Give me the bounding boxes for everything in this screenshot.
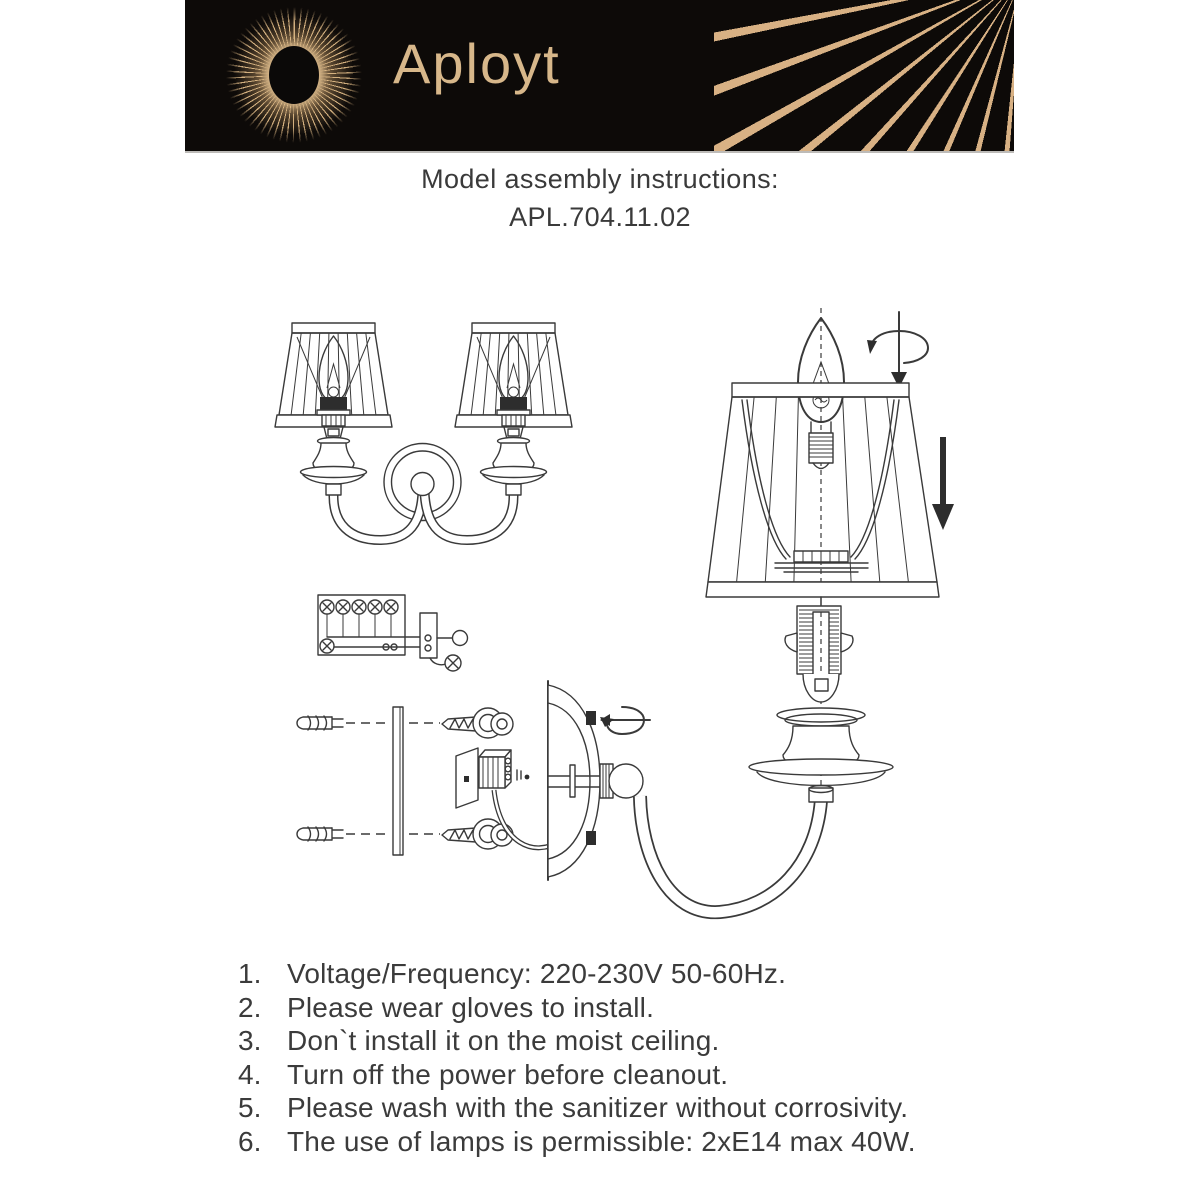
item-number: 2.: [238, 991, 262, 1023]
rotation-arrow-icon: [600, 707, 650, 734]
model-number: APL.704.11.02: [509, 202, 691, 232]
exploded-view-diagram: [640, 308, 954, 912]
wall-mounting-diagram: [297, 681, 650, 880]
instructions-title: Model assembly instructions:: [421, 164, 779, 194]
technical-drawings: [270, 300, 1000, 940]
item-text: Please wash with the sanitizer without corrosivity.: [287, 1092, 909, 1123]
sunburst-logo-icon: [223, 4, 365, 146]
item-number: 6.: [238, 1125, 262, 1157]
item-number: 1.: [238, 958, 262, 989]
item-text: Voltage/Frequency: 220-230V 50-60Hz.: [287, 958, 787, 989]
down-arrow-icon: [932, 437, 954, 530]
light-rays-icon: [714, 0, 1014, 151]
item-number: 5.: [238, 1092, 262, 1123]
instruction-list: [238, 958, 1028, 1159]
item-text: The use of lamps is permissible: 2xE14 max 40W.: [287, 1125, 916, 1157]
front-view-diagram: [275, 323, 572, 540]
item-text: Don`t install it on the moist ceiling.: [287, 1025, 720, 1056]
sunburst-center: [269, 46, 319, 104]
item-number: 3.: [238, 1025, 262, 1056]
rotation-arrow-icon: [867, 312, 928, 388]
instruction-item-5: [238, 1092, 1028, 1126]
item-text: Turn off the power before cleanout.: [287, 1058, 729, 1090]
instruction-item-2: [238, 992, 1028, 1026]
item-number: 4.: [238, 1058, 262, 1090]
instruction-item-3: [238, 1025, 1028, 1059]
brand-banner: [185, 0, 1014, 153]
instruction-item-6: [238, 1126, 1028, 1160]
instruction-item-1: [238, 958, 1028, 992]
terminal-block-diagram: [318, 595, 468, 671]
brand-wordmark: Aployt: [393, 32, 561, 95]
title-block: [0, 164, 1200, 233]
instruction-item-4: [238, 1059, 1028, 1093]
item-text: Please wear gloves to install.: [287, 991, 655, 1023]
